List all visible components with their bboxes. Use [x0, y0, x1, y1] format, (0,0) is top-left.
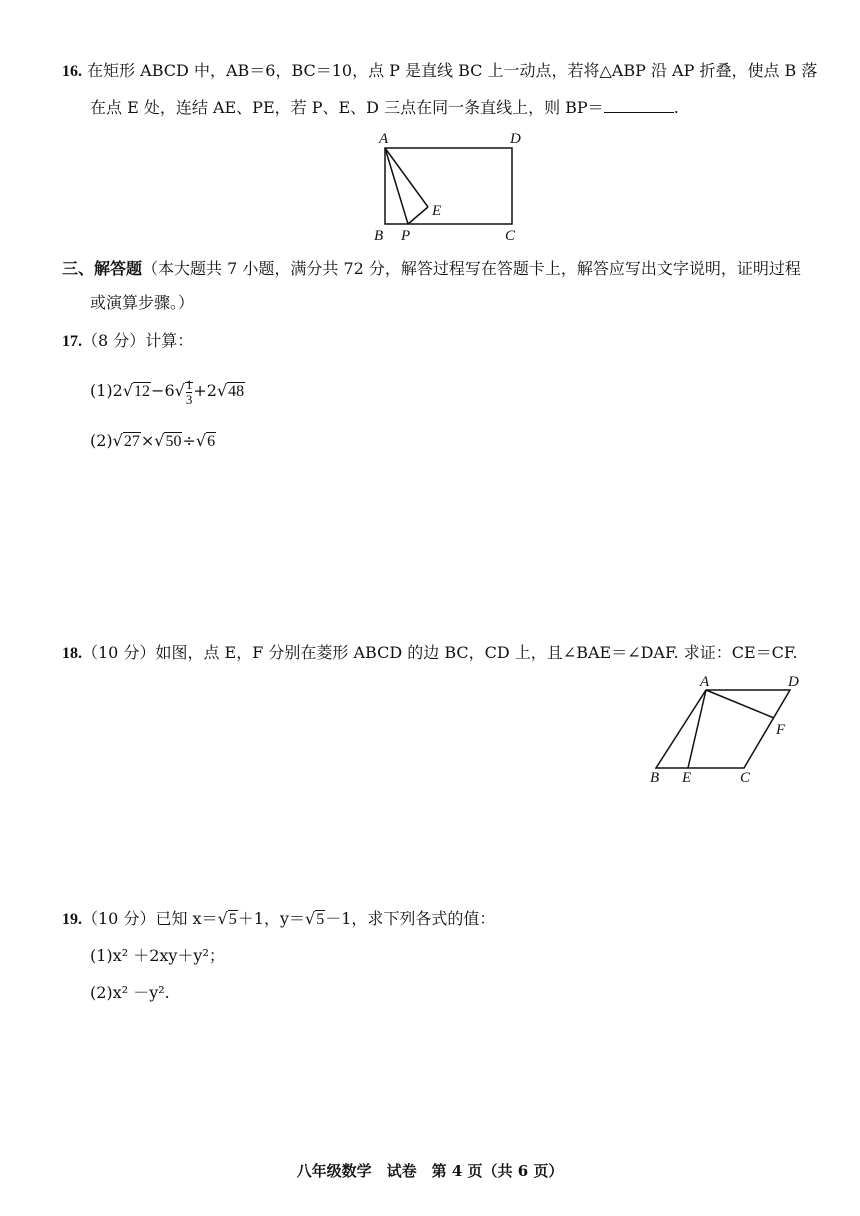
frac-denominator: 3 [185, 392, 193, 407]
fraction-1-3 [186, 378, 193, 407]
q16-figure [360, 128, 540, 248]
q17-part2 [90, 430, 216, 453]
label-c: C [505, 228, 516, 244]
footer-text: 八年级数学 试卷 第 4 页（共 6 页） [296, 1162, 564, 1180]
divide-sign: ÷ [182, 431, 196, 450]
sqrt-12: √12 [122, 381, 151, 401]
q16-line2 [90, 97, 679, 119]
q19-part1 [90, 945, 225, 967]
radicand-5-x: 5 [228, 911, 237, 928]
q17-number: 17. [62, 333, 82, 350]
section3-heading: 三、解答题 [62, 259, 143, 278]
radicand-5-y: 5 [316, 911, 325, 928]
segment-af [706, 690, 774, 718]
q19-text-post: －1，求下列各式的值： [325, 909, 496, 928]
q19-text-mid: ＋1，y＝ [237, 909, 305, 928]
q16-number: 16. [62, 63, 82, 80]
sqrt-5-y: √5 [305, 909, 325, 928]
answer-blank [604, 98, 674, 113]
label-c: C [740, 770, 751, 786]
q18-number: 18. [62, 645, 82, 662]
section3-line2 [90, 292, 194, 314]
q18-figure [640, 672, 820, 792]
q17-p1-prefix: (1)2 [90, 381, 123, 401]
q19-line [62, 908, 495, 931]
times-sign: × [140, 431, 155, 450]
q19-text-pre: （10 分）已知 x＝ [82, 909, 218, 928]
q17-p1-mid: −6 [151, 381, 175, 401]
q16-text-line1: 在矩形 ABCD 中，AB＝6，BC＝10，点 P 是直线 BC 上一动点，若将△ABP 沿 AP 折叠，使点 B 落 [87, 61, 818, 80]
label-p: P [401, 228, 411, 244]
section3-desc1: （本大题共 7 小题，满分共 72 分，解答过程写在答题卡上，解答应写出文字说明，证明过程 [142, 259, 801, 278]
sqrt-6: √6 [195, 431, 216, 450]
q17-p1-mid2: +2 [193, 381, 217, 401]
section3-desc2: 或演算步骤。） [90, 293, 195, 312]
q19-part2 [90, 982, 170, 1004]
q19-number: 19. [62, 911, 82, 928]
radicand-12: 12 [134, 383, 151, 401]
label-b: B [374, 228, 384, 244]
q16-line1 [62, 60, 817, 83]
q19-p1: (1)x² ＋2xy＋y²； [90, 946, 225, 965]
sqrt-5-x: √5 [217, 909, 237, 928]
q18-line [62, 642, 798, 665]
segment-ae [385, 148, 428, 207]
section3-line1 [62, 258, 801, 280]
sqrt-fraction: √ $\frac{1}{3}$ [174, 377, 193, 407]
label-e: E [682, 770, 692, 786]
radicand-50: 50 [165, 433, 182, 450]
segment-pe [408, 207, 428, 224]
label-e: E [432, 203, 442, 219]
label-f: F [776, 722, 786, 738]
sqrt-48: √48 [216, 381, 245, 401]
segment-ap [385, 148, 408, 224]
segment-ae [688, 690, 706, 768]
q16-line2-end: . [673, 98, 679, 117]
q17-text: （8 分）计算： [82, 331, 194, 350]
sqrt-50: √50 [154, 431, 182, 450]
q18-text: （10 分）如图，点 E，F 分别在菱形 ABCD 的边 BC，CD 上，且∠BAE＝∠DAF. 求证：CE＝CF. [82, 643, 798, 662]
label-d: D [510, 131, 521, 147]
radicand-48: 48 [228, 383, 245, 401]
q19-p2: (2)x² －y². [90, 983, 170, 1002]
frac-numerator: 1 [185, 377, 193, 392]
q17-part1 [90, 378, 245, 407]
q17-p2-prefix: (2) [90, 431, 113, 450]
q16-text-line2: 在点 E 处，连结 AE、PE，若 P、E、D 三点在同一条直线上，则 BP＝ [90, 98, 604, 117]
radicand-27: 27 [123, 433, 140, 450]
label-a: A [379, 131, 389, 147]
rhombus-abcd [656, 690, 790, 768]
radicand-6: 6 [207, 433, 216, 450]
label-b: B [650, 770, 660, 786]
q17-line [62, 330, 193, 353]
sqrt-27: √27 [112, 431, 140, 450]
page-footer [0, 1160, 860, 1182]
label-a: A [700, 674, 710, 690]
label-d: D [788, 674, 799, 690]
